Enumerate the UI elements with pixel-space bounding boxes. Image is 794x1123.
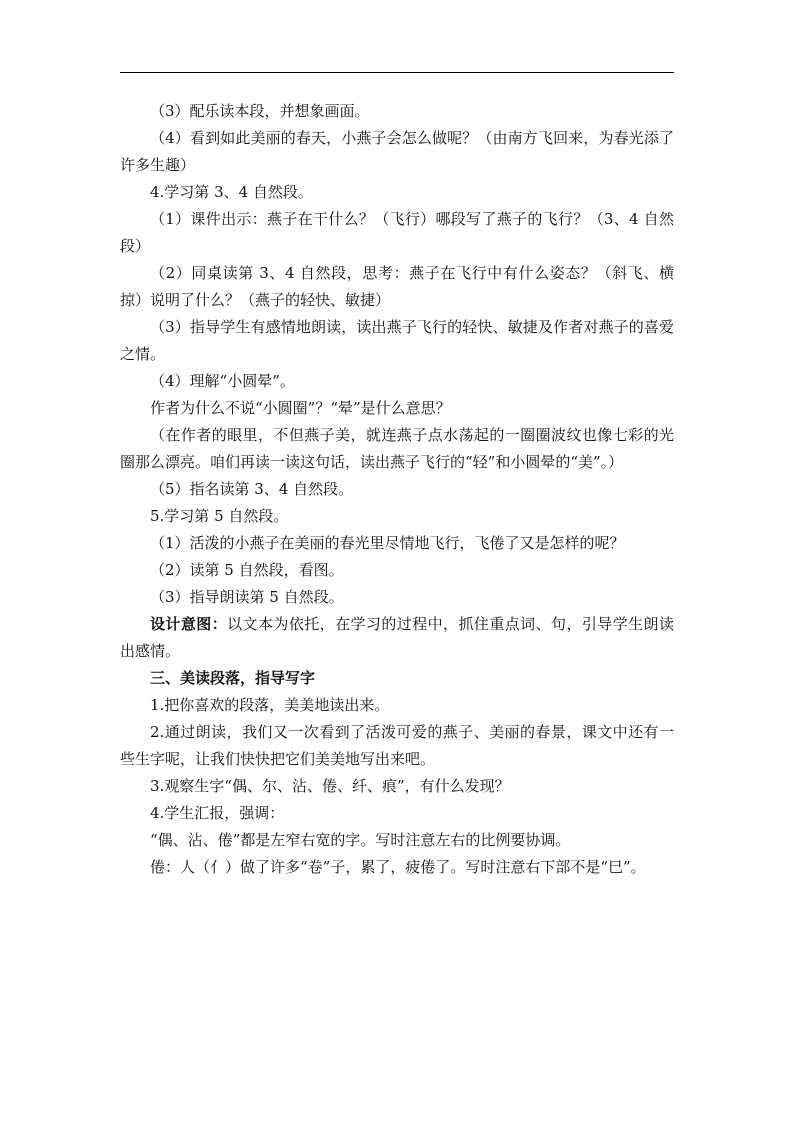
paragraph-tired-swallow-question: （1）活泼的小燕子在美丽的春光里尽情地飞行，飞倦了又是怎样的呢？ [150,534,625,552]
paragraph-section-4-heading: 4.学习第 3、4 自然段。 [150,183,313,201]
paragraph-design-intent [120,611,674,665]
paragraph-step-4-swallow-action: （4）看到如此美丽的春天，小燕子会怎么做呢？（由南方飞回来，为春光添了许多生趣） [120,129,674,174]
paragraph-emotional-reading: （3）指导学生有感情地朗读，读出燕子飞行的轻快、敏捷及作者对燕子的喜爱之情。 [120,318,674,363]
paragraph-author-question: 作者为什么不说“小圆圈”？“晕”是什么意思？ [150,399,451,417]
paragraph-courseware-question: （1）课件出示：燕子在干什么？（飞行）哪段写了燕子的飞行？（3、4 自然段） [120,210,674,255]
paragraph-student-report: 4.学生汇报，强调： [150,804,285,822]
document-body [120,98,674,881]
paragraph-observe-characters: 3.观察生字“偶、尔、沾、倦、纤、痕”，有什么发现？ [150,777,510,795]
paragraph-guided-reading: （3）指导朗读第 5 自然段。 [150,588,344,606]
paragraph-understand-term: （4）理解“小圆晕”。 [150,372,295,390]
design-intent-text: 以文本为依托，在学习的过程中，抓住重点词、句，引导学生朗读出感情。 [120,615,674,660]
header-rule [120,72,674,73]
paragraph-section-5-heading: 5.学习第 5 自然段。 [150,507,289,525]
paragraph-step-3-music-reading: （3）配乐读本段，并想象画面。 [150,102,370,120]
paragraph-left-narrow-right-wide: “偶、沾、倦”都是左窄右宽的字。写时注意左右的比例要协调。 [150,831,571,849]
paragraph-write-characters: 2.通过朗读，我们又一次看到了活泼可爱的燕子、美丽的春景，课文中还有一些生字呢，让我们快快把它们美美地写出来吧。 [120,723,674,768]
paragraph-character-juan: 倦：人（亻）做了许多“卷”子，累了，疲倦了。写时注意右下部不是“巳”。 [150,858,646,876]
paragraph-read-favorite: 1.把你喜欢的段落，美美地读出来。 [150,696,390,714]
paragraph-read-and-look: （2）读第 5 自然段，看图。 [150,561,344,579]
section-heading-writing: 三、美读段落，指导写字 [150,669,316,687]
paragraph-ripple-explanation: （在作者的眼里，不但燕子美，就连燕子点水荡起的一圈圈波纹也像七彩的光圈那么漂亮。咱们再读一读这句话，读出燕子飞行的“轻”和小圆晕的“美”。） [120,426,674,471]
paragraph-desk-reading: （2）同桌读第 3、4 自然段，思考：燕子在飞行中有什么姿态？（斜飞、横掠）说明了什么？（燕子的轻快、敏捷） [120,264,674,309]
paragraph-named-reading: （5）指名读第 3、4 自然段。 [150,480,354,498]
design-intent-label: 设计意图： [150,615,228,633]
